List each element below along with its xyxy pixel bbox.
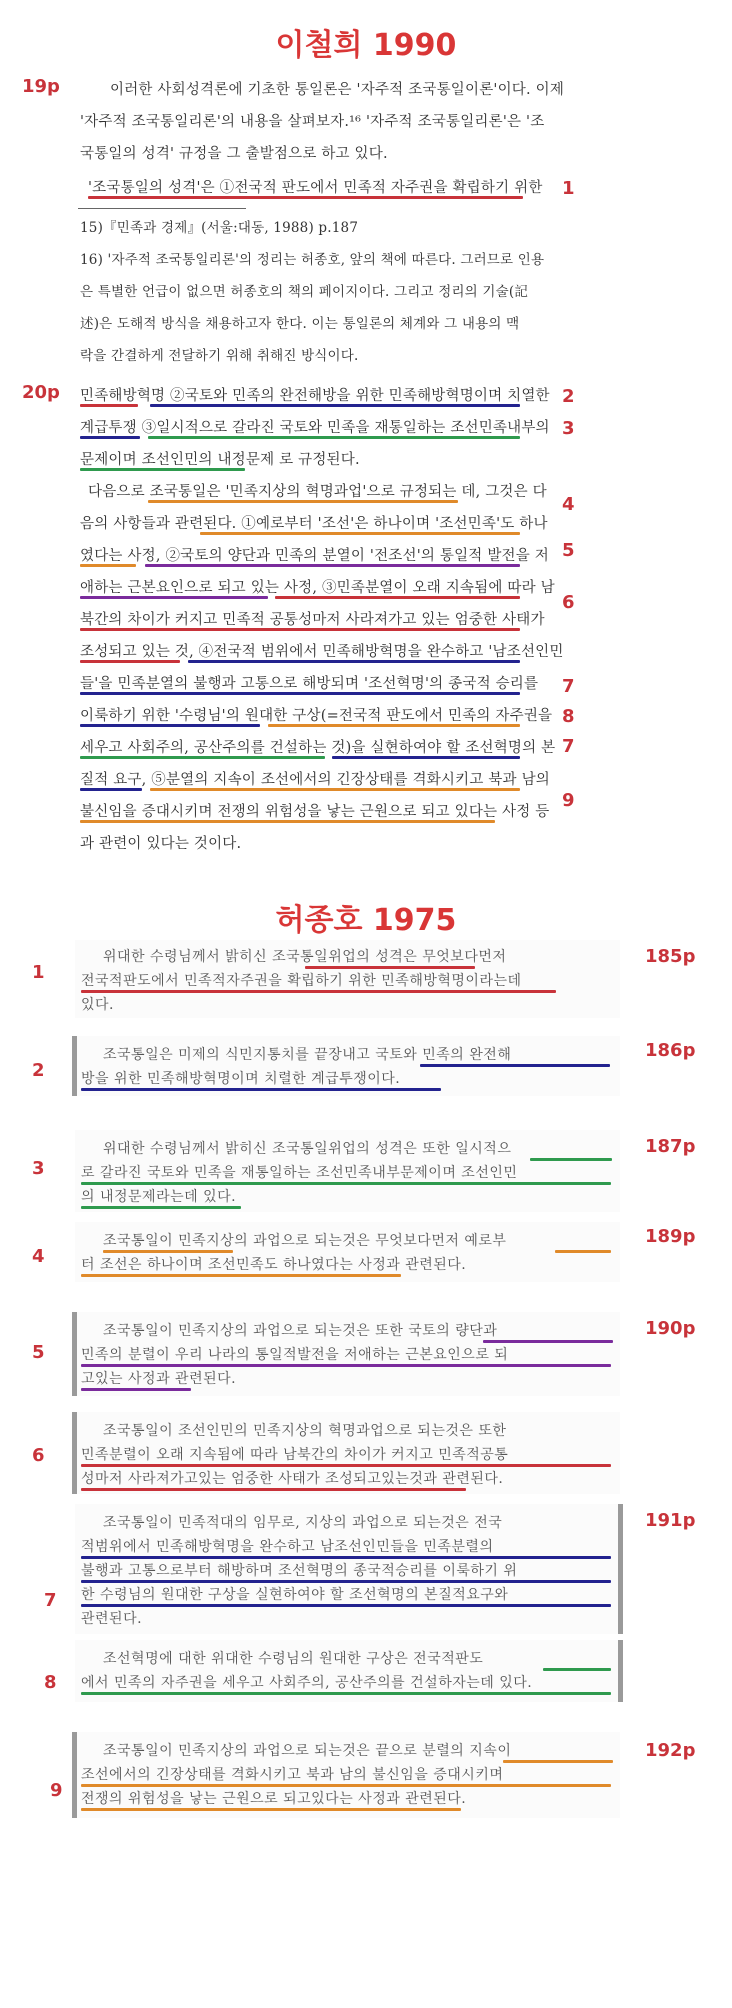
underline-blue <box>150 404 520 407</box>
underline-red <box>88 196 523 199</box>
footnote-line: 15)『민족과 경제』(서울:대동, 1988) p.187 <box>80 220 359 236</box>
block-page: 186p <box>645 1040 696 1061</box>
underline-orange <box>150 788 520 791</box>
underline-blue <box>81 1556 611 1559</box>
marker-4: 4 <box>562 494 575 515</box>
underline-blue <box>80 436 140 439</box>
marker-7: 7 <box>562 676 575 697</box>
block-number: 6 <box>32 1445 45 1466</box>
underline-red <box>81 990 556 993</box>
marker-2: 2 <box>562 386 575 407</box>
underline-blue <box>81 1604 611 1607</box>
block-number: 2 <box>32 1060 45 1081</box>
underline-green <box>80 468 245 471</box>
quote-line: 한 수령님의 원대한 구상을 실현하여야 할 조선혁명의 본질적요구와 <box>81 1587 509 1603</box>
underline-red <box>275 596 520 599</box>
quote-line: 에서 민족의 자주권을 세우고 사회주의, 공산주의를 건설하자는데 있다. <box>81 1675 533 1691</box>
underline-orange <box>503 1760 613 1763</box>
quote-line: 의 내정문제라는데 있다. <box>81 1189 237 1205</box>
text-line: 음의 사항들과 관련된다. ①예로부터 '조선'은 하나이며 '조선민족'도 하나 <box>80 516 548 532</box>
text-line: 민족해방혁명 ②국토와 민족의 완전해방을 위한 민족해방혁명이며 치열한 <box>80 388 550 404</box>
quote-line: 조국통일이 민족지상의 과업으로 되는것은 끝으로 분렬의 지속이 <box>103 1743 512 1759</box>
scan-edge <box>618 1640 623 1702</box>
underline-green <box>148 436 520 439</box>
underline-orange <box>80 820 495 823</box>
block-page: 185p <box>645 946 696 967</box>
underline-purple <box>145 564 520 567</box>
quote-block <box>75 1640 620 1702</box>
underline-red <box>80 660 180 663</box>
block-number: 5 <box>32 1342 45 1363</box>
underline-blue <box>80 724 260 727</box>
underline-orange <box>80 564 136 567</box>
quote-line: 불행과 고통으로부터 해방하며 조선혁명의 종국적승리를 이룩하기 위 <box>81 1563 518 1579</box>
marker-3: 3 <box>562 418 575 439</box>
text-line: 질적 요구, ⑤분열의 지속이 조선에서의 긴장상태를 격화시키고 북과 남의 <box>80 772 550 788</box>
text-line: 애하는 근본요인으로 되고 있는 사정, ③민족분열이 오래 지속됨에 따라 남 <box>80 580 555 596</box>
text-line: 였다는 사정, ②국토의 양단과 민족의 분열이 '전조선'의 통일적 발전을 저 <box>80 548 549 564</box>
block-page: 189p <box>645 1226 696 1247</box>
underline-blue <box>420 1064 610 1067</box>
text-line: 이러한 사회성격론에 기초한 통일론은 '자주적 조국통일이론'이다. 이제 <box>110 82 565 98</box>
section-title-heo: 허종호 1975 <box>275 903 457 938</box>
quote-line: 방을 위한 민족해방혁명이며 치렬한 계급투쟁이다. <box>81 1071 401 1087</box>
scan-edge <box>618 1504 623 1634</box>
underline-blue <box>332 756 520 759</box>
quote-block <box>75 1130 620 1212</box>
text-line: 들'을 민족분열의 불행과 고통으로 해방되며 '조선혁명'의 종국적 승리를 <box>80 676 539 692</box>
text-line: 불신임을 증대시키며 전쟁의 위험성을 낳는 근원으로 되고 있다는 사정 등 <box>80 804 550 820</box>
quote-block <box>75 1222 620 1282</box>
block-number: 7 <box>44 1590 57 1611</box>
quote-line: 적범위에서 민족해방혁명을 완수하고 남조선인민들을 민족분렬의 <box>81 1539 494 1555</box>
quote-line: 관련된다. <box>81 1611 143 1627</box>
underline-orange <box>81 1808 461 1811</box>
underline-blue <box>81 1580 611 1583</box>
quote-line: 성마저 사라져가고있는 엄중한 사태가 조성되고있는것과 관련된다. <box>81 1471 504 1487</box>
block-page: 187p <box>645 1136 696 1157</box>
quote-line: 고있는 사정과 관련된다. <box>81 1371 237 1387</box>
scan-edge <box>72 1732 77 1818</box>
quote-line: 로 갈라진 국토와 민족을 재통일하는 조선민족내부문제이며 조선인민 <box>81 1165 518 1181</box>
quote-line: 조선에서의 긴장상태를 격화시키고 북과 남의 불신임을 증대시키며 <box>81 1767 504 1783</box>
block-number: 3 <box>32 1158 45 1179</box>
underline-blue <box>81 1088 441 1091</box>
quote-block <box>75 1504 620 1634</box>
block-page: 190p <box>645 1318 696 1339</box>
footnote-line: 은 특별한 언급이 없으면 허종호의 책의 페이지이다. 그리고 정리의 기술(記 <box>80 284 529 300</box>
underline-red <box>80 404 138 407</box>
underline-green <box>81 1182 611 1185</box>
quote-line: 전쟁의 위험성을 낳는 근원으로 되고있다는 사정과 관련된다. <box>81 1791 467 1807</box>
text-line: 세우고 사회주의, 공산주의를 건설하는 것)을 실현하여야 할 조선혁명의 본 <box>80 740 556 756</box>
underline-orange <box>555 1250 611 1253</box>
quote-line: 조국통일이 민족적대의 임무로, 지상의 과업으로 되는것은 전국 <box>103 1515 503 1531</box>
text-line: 북간의 차이가 커지고 민족적 공통성마저 사라져가고 있는 엄중한 사태가 <box>80 612 545 628</box>
marker-8: 8 <box>562 706 575 727</box>
quote-block <box>75 1412 620 1494</box>
footnote-line: 述)은 도해적 방식을 채용하고자 한다. 이는 통일론의 체계와 그 내용의 맥 <box>80 316 520 332</box>
underline-red <box>81 1464 611 1467</box>
underline-green <box>530 1158 612 1161</box>
text-line: 이룩하기 위한 '수령님'의 원대한 구상(=전국적 판도에서 민족의 자주권을 <box>80 708 553 724</box>
underline-purple <box>483 1340 613 1343</box>
block-page: 192p <box>645 1740 696 1761</box>
underline-green <box>81 1692 611 1695</box>
underline-purple <box>80 596 268 599</box>
scan-edge <box>72 1036 77 1096</box>
block-number: 8 <box>44 1672 57 1693</box>
text-line: 계급투쟁 ③일시적으로 갈라진 국토와 민족을 재통일하는 조선민족내부의 <box>80 420 550 436</box>
marker-9: 9 <box>562 790 575 811</box>
block-number: 9 <box>50 1780 63 1801</box>
quote-line: 민족분렬이 오래 지속됨에 따라 남북간의 차이가 커지고 민족적공통 <box>81 1447 509 1463</box>
underline-red <box>305 966 475 969</box>
marker-6: 6 <box>562 592 575 613</box>
marker-1: 1 <box>562 178 575 199</box>
underline-green <box>543 1668 611 1671</box>
quote-line: 전국적판도에서 민족적자주권을 확립하기 위한 민족해방혁명이라는데 <box>81 973 522 989</box>
quote-line: 위대한 수령님께서 밝히신 조국통일위업의 성격은 무엇보다먼저 <box>103 949 507 965</box>
quote-line: 조국통일이 민족지상의 과업으로 되는것은 또한 국토의 량단과 <box>103 1323 498 1339</box>
underline-purple <box>81 1388 191 1391</box>
text-line: 과 관련이 있다는 것이다. <box>80 836 242 852</box>
quote-line: 조선혁명에 대한 위대한 수령님의 원대한 구상은 전국적판도 <box>103 1651 484 1667</box>
text-line: '자주적 조국통일리론'의 내용을 살펴보자.¹⁶ '자주적 조국통일리론'은 '조 <box>80 114 545 130</box>
scan-edge <box>72 1412 77 1494</box>
text-line: 문제이며 조선인민의 내정문제 로 규정된다. <box>80 452 360 468</box>
block-page: 191p <box>645 1510 696 1531</box>
scan-edge <box>72 1312 77 1396</box>
footnote-rule <box>78 208 246 209</box>
block-number: 4 <box>32 1246 45 1267</box>
page-number-20: 20p <box>22 382 60 403</box>
text-line: 조성되고 있는 것, ④전국적 범위에서 민족해방혁명을 완수하고 '남조선인민 <box>80 644 564 660</box>
quote-line: 있다. <box>81 997 114 1013</box>
quote-block <box>75 940 620 1018</box>
quote-line: 터 조선은 하나이며 조선민족도 하나였다는 사정과 관련된다. <box>81 1257 467 1273</box>
section-title-lee: 이철희 1990 <box>275 28 457 63</box>
underline-green <box>80 756 325 759</box>
quote-block <box>75 1036 620 1096</box>
underline-orange <box>200 532 520 535</box>
underline-blue <box>80 692 520 695</box>
quote-line: 민족의 분렬이 우리 나라의 통일적발전을 저애하는 근본요인으로 되 <box>81 1347 509 1363</box>
quote-block <box>75 1312 620 1396</box>
quote-line: 조국통일이 민족지상의 과업으로 되는것은 무엇보다먼저 예로부 <box>103 1233 507 1249</box>
quote-line: 조국통일은 미제의 식민지통치를 끝장내고 국토와 민족의 완전해 <box>103 1047 512 1063</box>
text-line: 다음으로 조국통일은 '민족지상의 혁명과업'으로 규정되는 데, 그것은 다 <box>88 484 547 500</box>
underline-red <box>80 628 520 631</box>
underline-orange <box>148 500 458 503</box>
marker-5: 5 <box>562 540 575 561</box>
underline-orange <box>103 1250 233 1253</box>
underline-green <box>81 1206 241 1209</box>
footnote-line: 락을 간결하게 전달하기 위해 취해진 방식이다. <box>80 348 359 364</box>
underline-orange <box>81 1274 401 1277</box>
quote-block <box>75 1732 620 1818</box>
text-line: '조국통일의 성격'은 ①전국적 판도에서 민족적 자주권을 확립하기 위한 <box>88 180 543 196</box>
quote-line: 위대한 수령님께서 밝히신 조국통일위업의 성격은 또한 일시적으 <box>103 1141 512 1157</box>
underline-purple <box>81 1364 611 1367</box>
quote-line: 조국통일이 조선인민의 민족지상의 혁명과업으로 되는것은 또한 <box>103 1423 507 1439</box>
underline-orange <box>81 1784 611 1787</box>
underline-orange <box>268 724 520 727</box>
underline-blue <box>80 788 142 791</box>
marker-7b: 7 <box>562 736 575 757</box>
block-number: 1 <box>32 962 45 983</box>
page-number-19: 19p <box>22 76 60 97</box>
footnote-line: 16) '자주적 조국통일리론'의 정리는 허종호, 앞의 책에 따른다. 그러므로 인용 <box>80 252 545 268</box>
text-line: 국통일의 성격' 규정을 그 출발점으로 하고 있다. <box>80 146 388 162</box>
underline-blue <box>188 660 520 663</box>
underline-red <box>81 1488 466 1491</box>
